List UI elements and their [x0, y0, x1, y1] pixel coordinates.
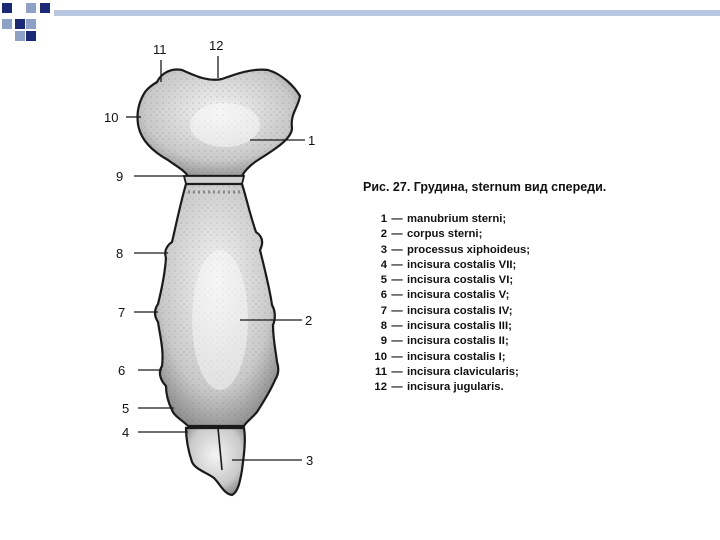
- legend-dash: —: [391, 365, 403, 378]
- legend-dash: —: [391, 243, 403, 256]
- figure-label-4: 4: [122, 425, 130, 440]
- legend-number: 9: [380, 335, 387, 348]
- figure-label-1: 1: [308, 133, 316, 148]
- legend-text: incisura costalis VII;: [407, 258, 517, 271]
- legend-item: [363, 350, 713, 365]
- legend-dash: —: [391, 289, 403, 302]
- legend-text: processus xiphoideus;: [407, 243, 531, 256]
- figure-label-9: 9: [116, 169, 124, 184]
- legend-text: incisura clavicularis;: [407, 365, 519, 378]
- figure-label-11: 11: [153, 42, 167, 57]
- legend-number: 2: [380, 228, 387, 241]
- legend-text: incisura costalis II;: [407, 335, 509, 348]
- figure-label-2: 2: [305, 313, 313, 328]
- legend-item: [363, 319, 713, 334]
- legend-item: [363, 212, 713, 227]
- legend-item: [363, 258, 713, 273]
- legend-dash: —: [391, 335, 403, 348]
- figure-label-12: 12: [209, 38, 224, 53]
- legend-item: [363, 334, 713, 349]
- legend-number: 8: [380, 320, 387, 333]
- figure-label-10: 10: [104, 110, 119, 125]
- xiphoid-shape: [186, 428, 245, 495]
- figure-label-5: 5: [122, 401, 130, 416]
- figure-label-8: 8: [116, 246, 124, 261]
- legend-dash: —: [391, 274, 403, 287]
- legend-list: [363, 212, 713, 396]
- sternal-angle: [184, 176, 244, 184]
- legend-item: [363, 304, 713, 319]
- legend-number: 11: [375, 365, 387, 378]
- legend-item: [363, 243, 713, 258]
- figure-label-6: 6: [118, 363, 126, 378]
- legend-dash: —: [391, 213, 403, 225]
- legend-dash: —: [391, 350, 403, 363]
- legend-item: [363, 288, 713, 303]
- legend-text: incisura costalis IV;: [407, 304, 513, 317]
- legend-item: [363, 380, 713, 395]
- legend-number: 1: [380, 213, 387, 225]
- legend-dash: —: [391, 258, 403, 271]
- legend-text: incisura jugularis.: [407, 381, 504, 394]
- legend-number: 5: [380, 274, 387, 287]
- legend-number: 12: [374, 381, 387, 394]
- legend-text: incisura costalis V;: [407, 289, 510, 302]
- legend-item: [363, 273, 713, 288]
- legend-number: 4: [380, 258, 387, 271]
- legend-dash: —: [391, 320, 403, 333]
- legend-dash: —: [391, 381, 403, 394]
- legend-item: [363, 365, 713, 380]
- legend-text: incisura costalis III;: [407, 320, 512, 333]
- legend-text: incisura costalis VI;: [407, 274, 514, 287]
- legend-number: 3: [380, 243, 387, 256]
- legend-number: 6: [380, 289, 387, 302]
- legend-dash: —: [391, 304, 403, 317]
- legend-dash: —: [391, 228, 403, 241]
- caption-title: Рис. 27. Грудина, sternum вид спереди.: [363, 180, 607, 194]
- legend-number: 7: [380, 304, 387, 317]
- legend-text: corpus sterni;: [407, 228, 483, 241]
- legend-number: 10: [374, 350, 387, 363]
- figure-caption: [363, 180, 713, 396]
- legend-item: [363, 227, 713, 242]
- figure-label-3: 3: [306, 453, 314, 468]
- legend-text: incisura costalis I;: [407, 350, 506, 363]
- figure-label-7: 7: [118, 305, 126, 320]
- legend-text: manubrium sterni;: [407, 213, 507, 225]
